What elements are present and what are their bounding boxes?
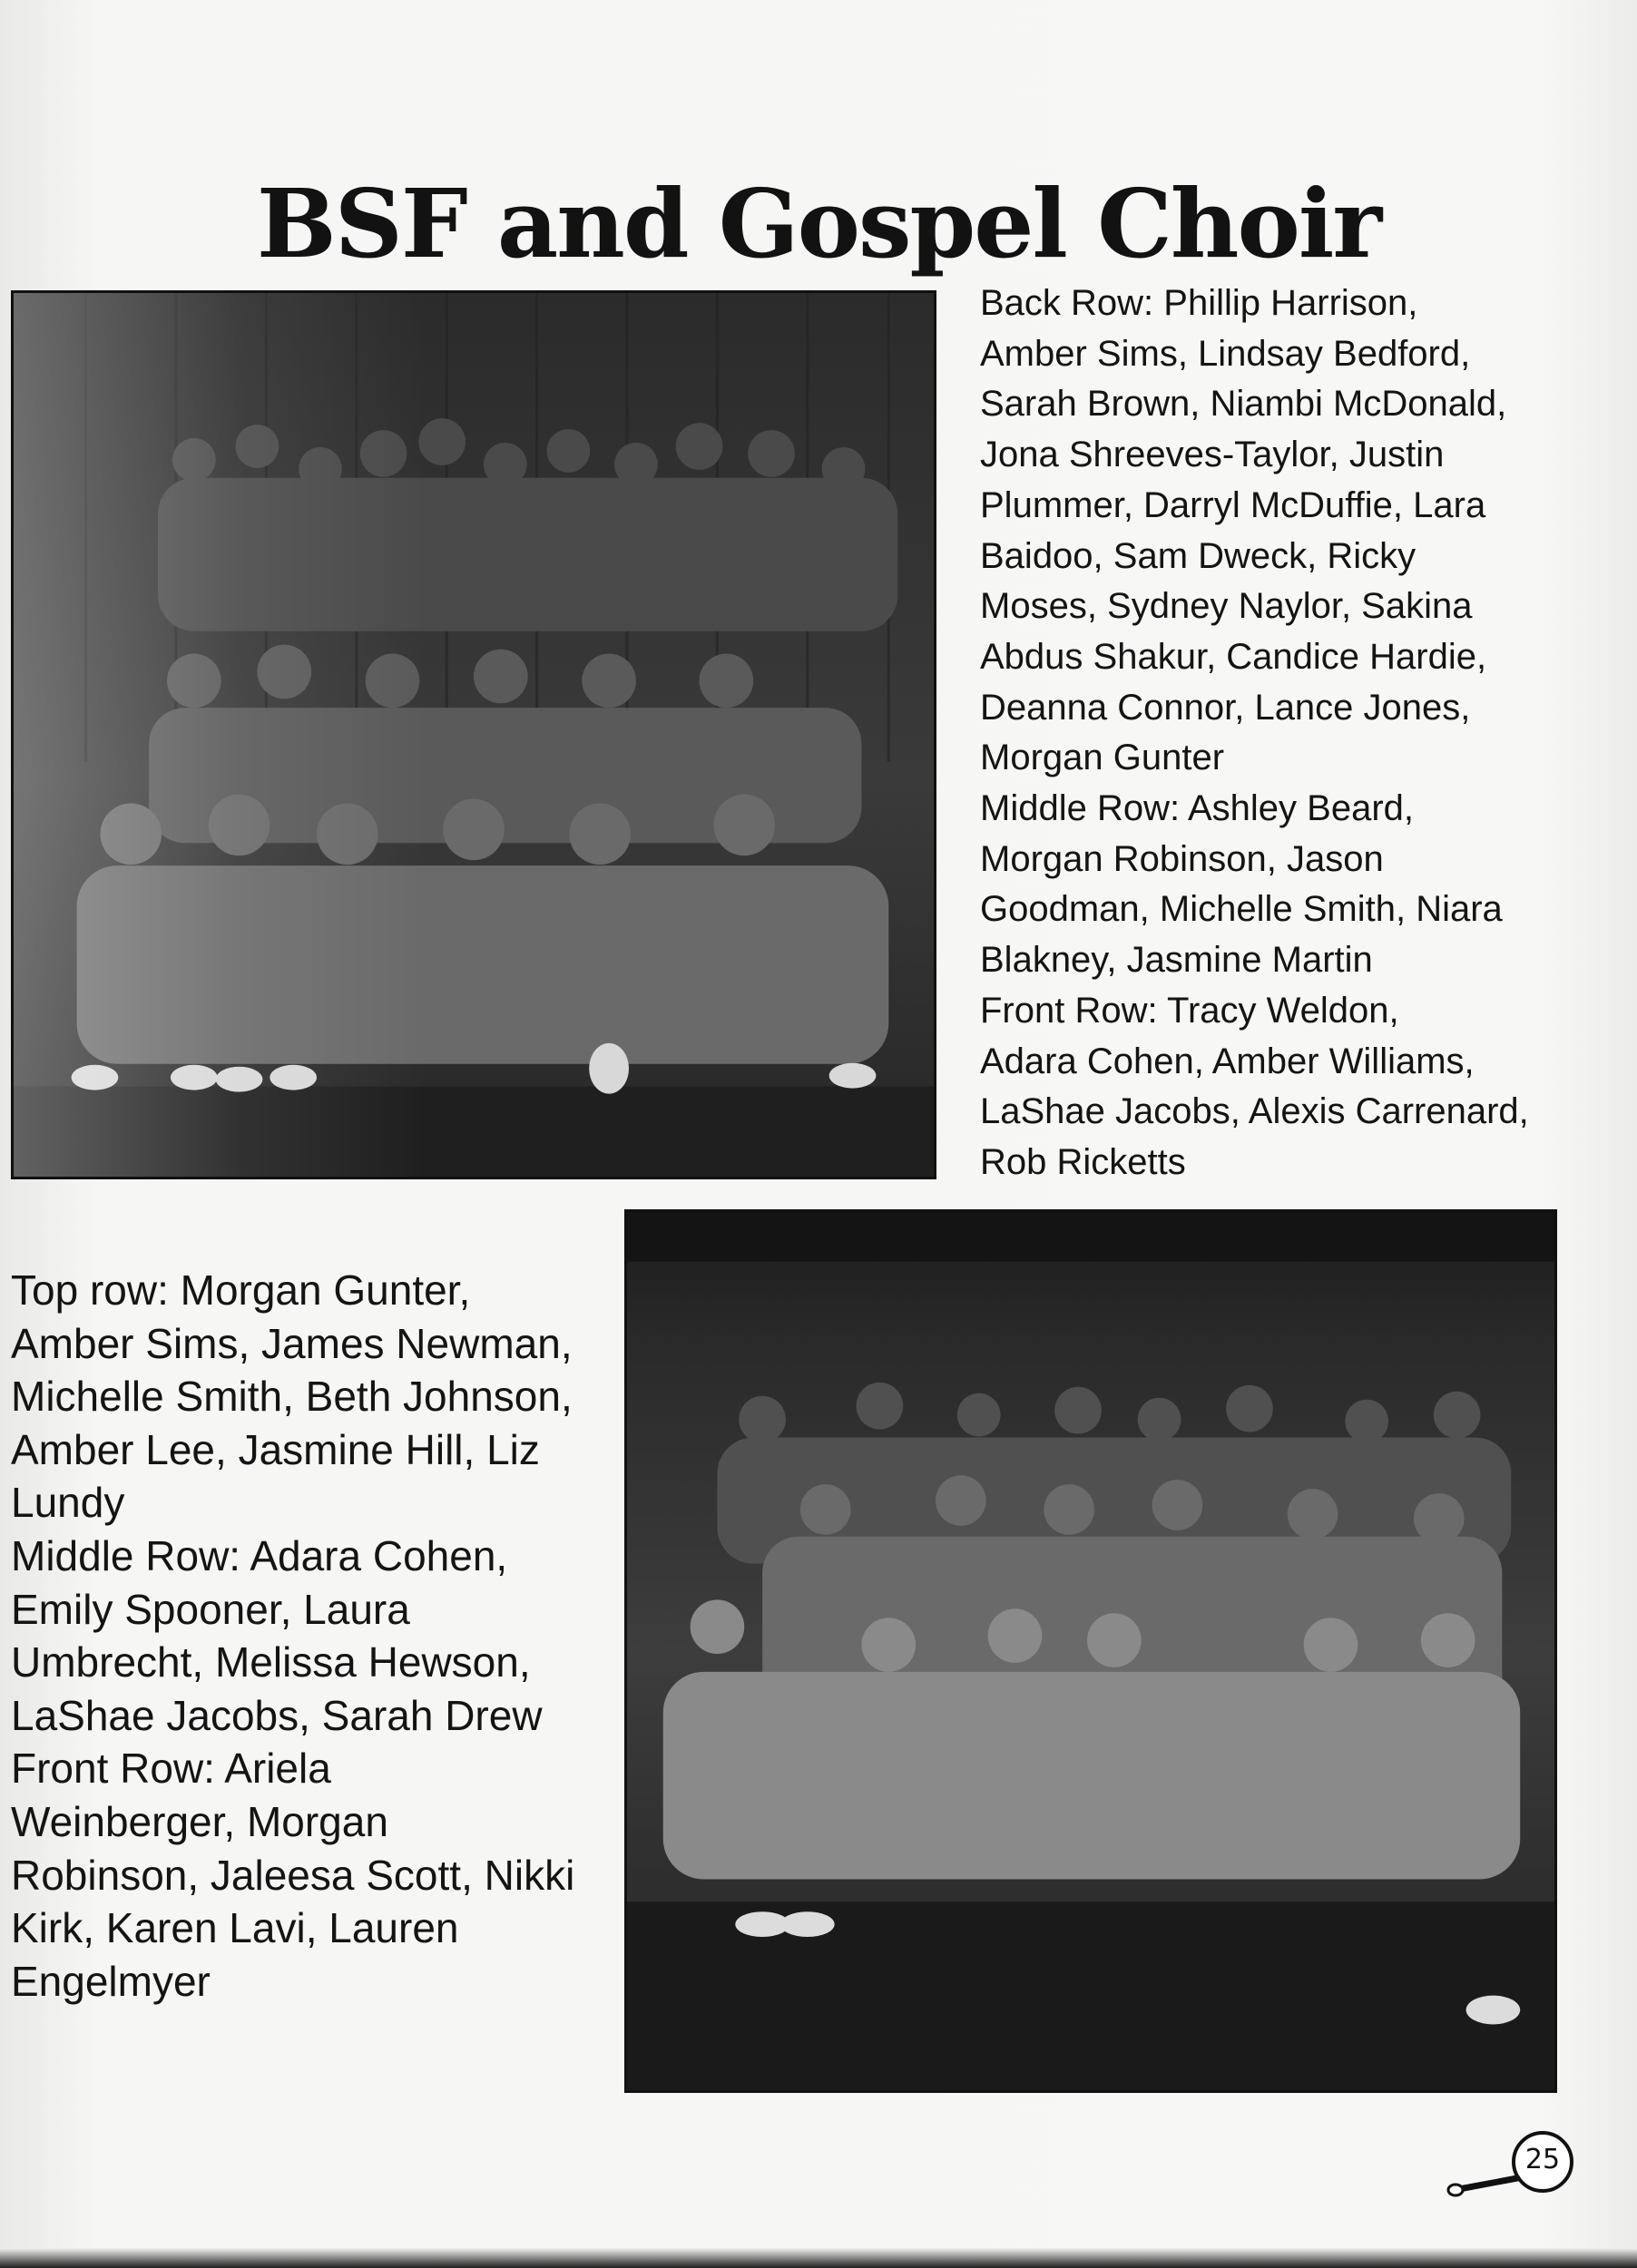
page-title: BSF and Gospel Choir bbox=[256, 167, 1381, 279]
caption-top-photo: Back Row: Phillip Harrison, Amber Sims, Lindsay Bedford, Sarah Brown, Niambi McDonald, Jona Shreeves-Taylor, Justin Plummer, Darryl McDuffie, Lara Baidoo, Sam Dweck, Ricky Moses, Sydney Naylor, Sakina Abdus Shakur, Candice Hardie, Deanna Connor, Lance Jones, Morgan Gunter Middle Row: Ashley Beard, Morgan Robinson, Jason Goodman, Michelle Smith, Niara Blakney, Jasmine Martin Front Row: Tracy Weldon, Adara Cohen, Amber Williams, LaShae Jacobs, Alexis Carrenard, Rob Ricketts bbox=[980, 283, 1529, 1182]
group-photo-gospel-choir-image bbox=[627, 1212, 1554, 2090]
group-photo-bsf bbox=[11, 290, 936, 1179]
caption-bottom-photo: Top row: Morgan Gunter, Amber Sims, James Newman, Michelle Smith, Beth Johnson, Amber Lee, Jasmine Hill, Liz Lundy Middle Row: Adara Cohen, Emily Spooner, Laura Umbrecht, Melissa Hewson, LaShae Jacobs, Sarah Drew Front Row: Ariela Weinberger, Morgan Robinson, Jaleesa Scott, Nikki Kirk, Karen Lavi, Lauren Engelmyer bbox=[11, 1266, 575, 2005]
group-photo-gospel-choir bbox=[624, 1209, 1557, 2093]
page-bottom-edge bbox=[0, 2248, 1637, 2268]
page-number: 25 bbox=[1524, 2144, 1561, 2175]
group-photo-bsf-image bbox=[14, 293, 934, 1177]
